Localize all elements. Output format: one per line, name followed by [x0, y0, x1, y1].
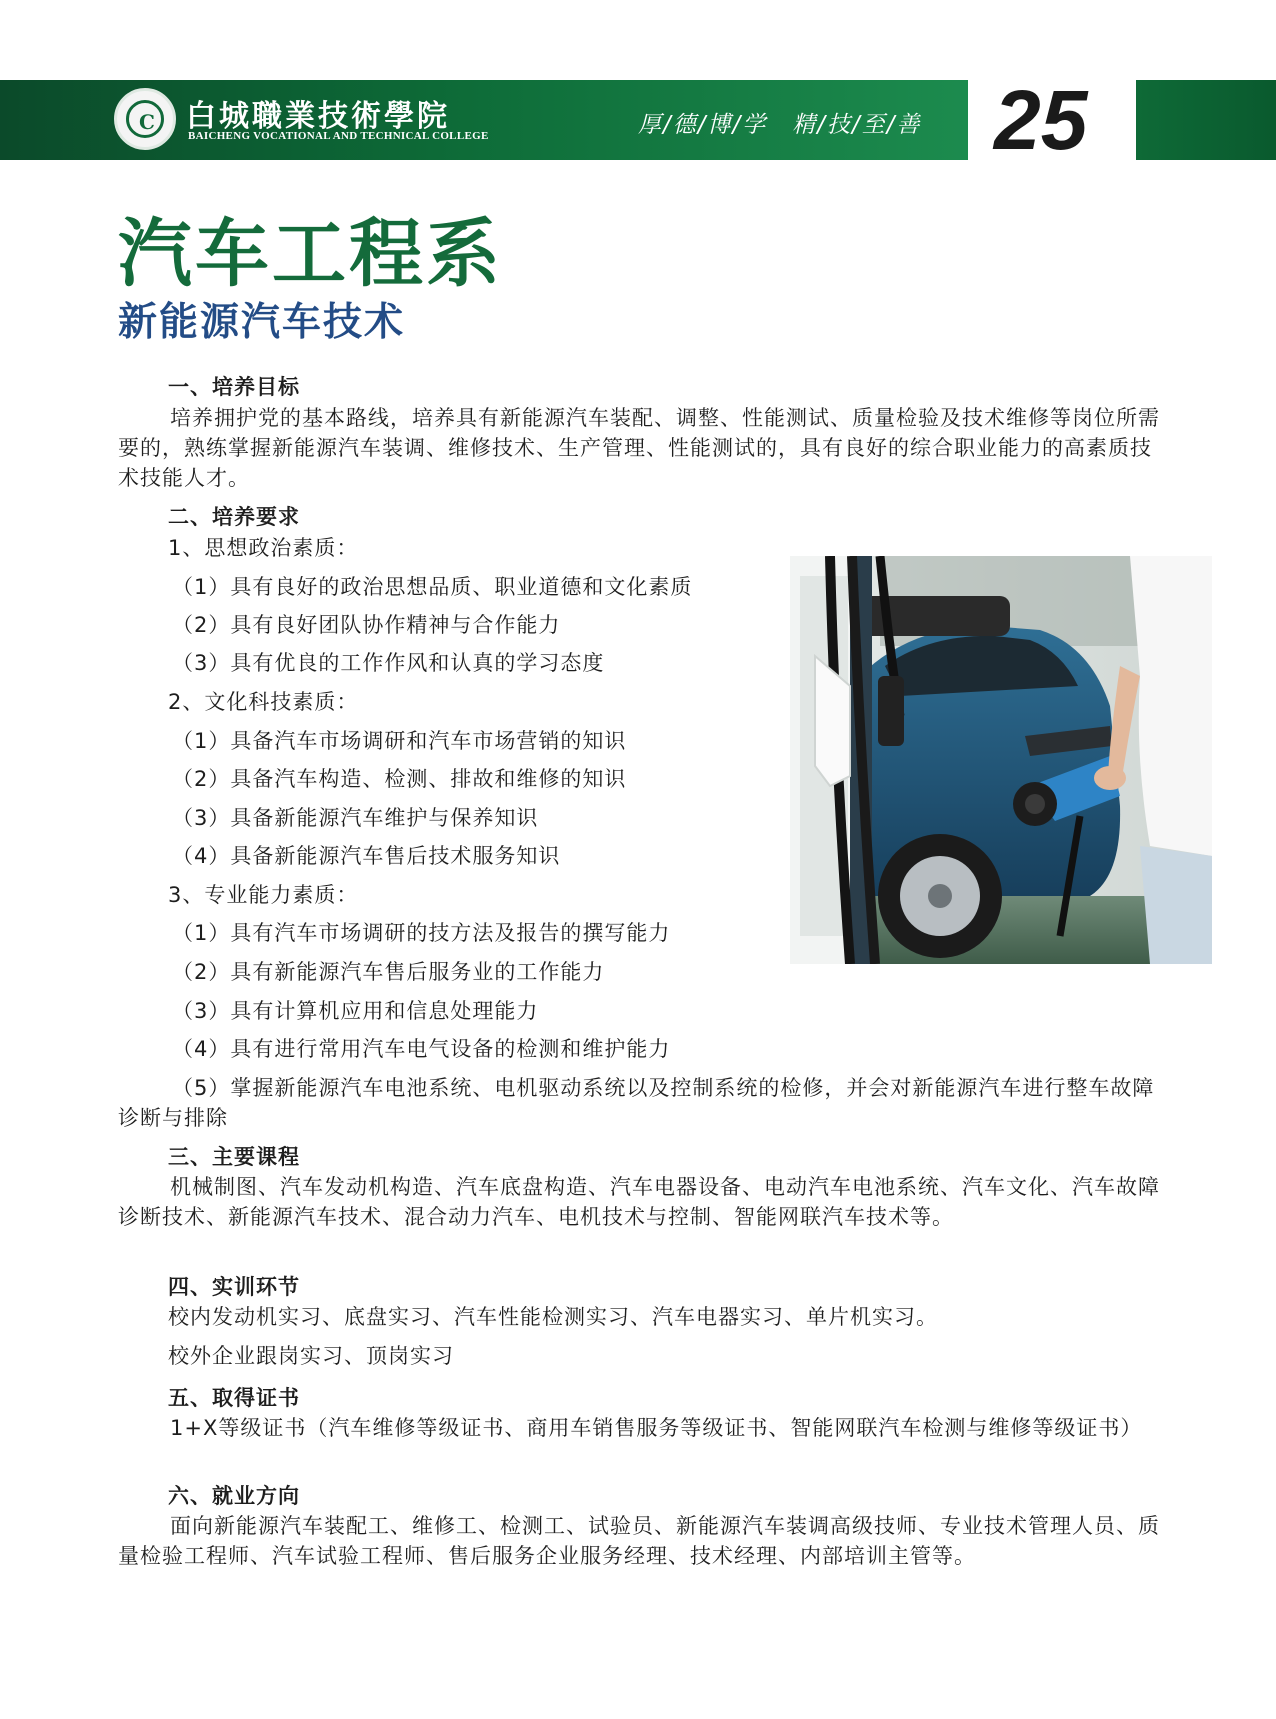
- section-heading-certificates: 五、取得证书: [168, 1386, 300, 1410]
- major-title: 新能源汽车技术: [118, 300, 406, 345]
- page-number: 25: [994, 73, 1088, 167]
- requirement-item: （1）具备汽车市场调研和汽车市场营销的知识: [172, 729, 627, 753]
- training-line: 校外企业跟岗实习、顶岗实习: [168, 1344, 454, 1368]
- requirement-group-title: 3、专业能力素质：: [168, 883, 359, 907]
- school-logo-icon: C: [114, 88, 176, 150]
- training-line: 校内发动机实习、底盘实习、汽车性能检测实习、汽车电器实习、单片机实习。: [168, 1305, 938, 1329]
- header-band-right: [1136, 80, 1276, 160]
- section-heading-goal: 一、培养目标: [168, 375, 300, 399]
- requirement-item: （2）具有良好团队协作精神与合作能力: [172, 613, 561, 637]
- section-heading-training: 四、实训环节: [168, 1275, 300, 1299]
- requirement-item: （5）掌握新能源汽车电池系统、电机驱动系统以及控制系统的检修，并会对新能源汽车进行整车故障诊断与排除: [118, 1076, 1155, 1130]
- goal-paragraph: 培养拥护党的基本路线，培养具有新能源汽车装配、调整、性能测试、质量检验及技术维修等岗位所需要的，熟练掌握新能源汽车装调、维修技术、生产管理、性能测试的，具有良好的综合职业能力的高素质技术技能人才。: [118, 406, 1160, 490]
- requirement-group-title: 2、文化科技素质：: [168, 690, 359, 714]
- requirement-item: （3）具备新能源汽车维护与保养知识: [172, 806, 539, 830]
- requirement-item: （2）具有新能源汽车售后服务业的工作能力: [172, 960, 605, 984]
- school-name-en: BAICHENG VOCATIONAL AND TECHNICAL COLLEGE: [188, 130, 489, 142]
- requirement-item: （3）具有计算机应用和信息处理能力: [172, 999, 539, 1023]
- requirement-group-title: 1、思想政治素质：: [168, 536, 359, 560]
- school-name-cn: 白城職業技術學院: [186, 99, 450, 134]
- courses-paragraph: 机械制图、汽车发动机构造、汽车底盘构造、汽车电器设备、电动汽车电池系统、汽车文化、汽车故障诊断技术、新能源汽车技术、混合动力汽车、电机技术与控制、智能网联汽车技术等。: [118, 1175, 1160, 1229]
- section-heading-employment: 六、就业方向: [168, 1484, 300, 1508]
- school-motto: 厚/德/博/学 精/技/至/善: [638, 112, 922, 138]
- certificates-paragraph: 1+X等级证书（汽车维修等级证书、商用车销售服务等级证书、智能网联汽车检测与维修等级证书）: [170, 1416, 1143, 1440]
- requirement-item: （1）具有良好的政治思想品质、职业道德和文化素质: [172, 575, 693, 599]
- department-title: 汽车工程系: [118, 211, 503, 297]
- requirement-item: （1）具有汽车市场调研的技方法及报告的撰写能力: [172, 921, 671, 945]
- section-heading-courses: 三、主要课程: [168, 1145, 300, 1169]
- section-heading-requirements: 二、培养要求: [168, 505, 300, 529]
- requirement-item: （4）具备新能源汽车售后技术服务知识: [172, 844, 561, 868]
- employment-paragraph: 面向新能源汽车装配工、维修工、检测工、试验员、新能源汽车装调高级技师、专业技术管理人员、质量检验工程师、汽车试验工程师、售后服务企业服务经理、技术经理、内部培训主管等。: [118, 1514, 1160, 1568]
- ev-charging-photo: [790, 556, 1212, 964]
- requirement-item: （2）具备汽车构造、检测、排故和维修的知识: [172, 767, 627, 791]
- requirement-item: （4）具有进行常用汽车电气设备的检测和维护能力: [172, 1037, 671, 1061]
- requirement-item: （3）具有优良的工作作风和认真的学习态度: [172, 651, 605, 675]
